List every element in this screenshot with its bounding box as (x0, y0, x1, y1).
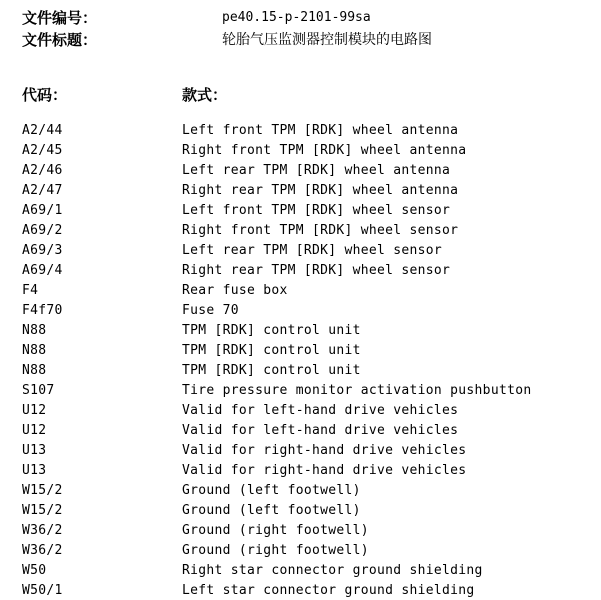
row-description: Ground (left footwell) (182, 502, 361, 518)
row-code: N88 (22, 322, 47, 338)
row-code: U13 (22, 462, 47, 478)
table-row (22, 320, 592, 340)
row-description: Left star connector ground shielding (182, 582, 475, 598)
row-description: Right rear TPM [RDK] wheel antenna (182, 182, 459, 198)
file-title-label: 文件标题： (22, 30, 98, 49)
row-description: TPM [RDK] control unit (182, 322, 361, 338)
table-row (22, 300, 592, 320)
row-code: A69/4 (22, 262, 63, 278)
row-code: A69/3 (22, 242, 63, 258)
row-description: Ground (right footwell) (182, 522, 369, 538)
table-row (22, 400, 592, 420)
table-row (22, 380, 592, 400)
row-code: W50/1 (22, 582, 63, 598)
table-row (22, 280, 592, 300)
row-description: Fuse 70 (182, 302, 239, 318)
table-row (22, 580, 592, 600)
description-column-header: 款式： (182, 85, 228, 104)
row-code: W15/2 (22, 502, 63, 518)
row-code: S107 (22, 382, 55, 398)
table-row (22, 360, 592, 380)
legend-table (22, 120, 592, 600)
table-row (22, 560, 592, 580)
table-row (22, 460, 592, 480)
table-row (22, 200, 592, 220)
row-code: W15/2 (22, 482, 63, 498)
row-description: Valid for right-hand drive vehicles (182, 442, 467, 458)
row-description: TPM [RDK] control unit (182, 342, 361, 358)
table-row (22, 340, 592, 360)
table-row (22, 240, 592, 260)
table-row (22, 480, 592, 500)
row-code: W50 (22, 562, 47, 578)
file-number-value: pe40.15-p-2101-99sa (222, 9, 371, 25)
row-description: Right rear TPM [RDK] wheel sensor (182, 262, 451, 278)
row-code: A2/47 (22, 182, 63, 198)
table-row (22, 420, 592, 440)
row-description: Ground (left footwell) (182, 482, 361, 498)
row-code: U12 (22, 402, 47, 418)
row-code: A69/1 (22, 202, 63, 218)
row-code: W36/2 (22, 522, 63, 538)
row-description: Right front TPM [RDK] wheel antenna (182, 142, 467, 158)
table-row (22, 260, 592, 280)
file-number-label: 文件编号： (22, 8, 98, 27)
column-headers (22, 82, 227, 106)
row-description: Valid for right-hand drive vehicles (182, 462, 467, 478)
row-description: Left front TPM [RDK] wheel sensor (182, 202, 451, 218)
row-description: Left rear TPM [RDK] wheel antenna (182, 162, 451, 178)
row-description: Valid for left-hand drive vehicles (182, 422, 459, 438)
file-title-value: 轮胎气压监测器控制模块的电路图 (222, 32, 432, 48)
row-code: F4 (22, 282, 39, 298)
table-row (22, 220, 592, 240)
table-row (22, 160, 592, 180)
row-description: Ground (right footwell) (182, 542, 369, 558)
row-code: W36/2 (22, 542, 63, 558)
row-description: Right front TPM [RDK] wheel sensor (182, 222, 459, 238)
row-description: Left rear TPM [RDK] wheel sensor (182, 242, 443, 258)
table-row (22, 500, 592, 520)
table-row (22, 140, 592, 160)
file-title-row (22, 28, 592, 50)
table-row (22, 520, 592, 540)
row-code: N88 (22, 342, 47, 358)
file-number-row (22, 6, 592, 28)
code-column-header: 代码： (22, 85, 68, 104)
row-code: F4f70 (22, 302, 63, 318)
row-code: N88 (22, 362, 47, 378)
table-row (22, 180, 592, 200)
row-code: A2/44 (22, 122, 63, 138)
row-description: Right star connector ground shielding (182, 562, 483, 578)
row-code: U13 (22, 442, 47, 458)
row-description: Tire pressure monitor activation pushbutton (182, 382, 532, 398)
row-description: TPM [RDK] control unit (182, 362, 361, 378)
row-description: Rear fuse box (182, 282, 288, 298)
row-code: U12 (22, 422, 47, 438)
table-row (22, 120, 592, 140)
row-description: Valid for left-hand drive vehicles (182, 402, 459, 418)
table-row (22, 440, 592, 460)
row-code: A2/46 (22, 162, 63, 178)
row-code: A69/2 (22, 222, 63, 238)
row-description: Left front TPM [RDK] wheel antenna (182, 122, 459, 138)
row-code: A2/45 (22, 142, 63, 158)
table-row (22, 540, 592, 560)
document-meta (22, 6, 592, 50)
